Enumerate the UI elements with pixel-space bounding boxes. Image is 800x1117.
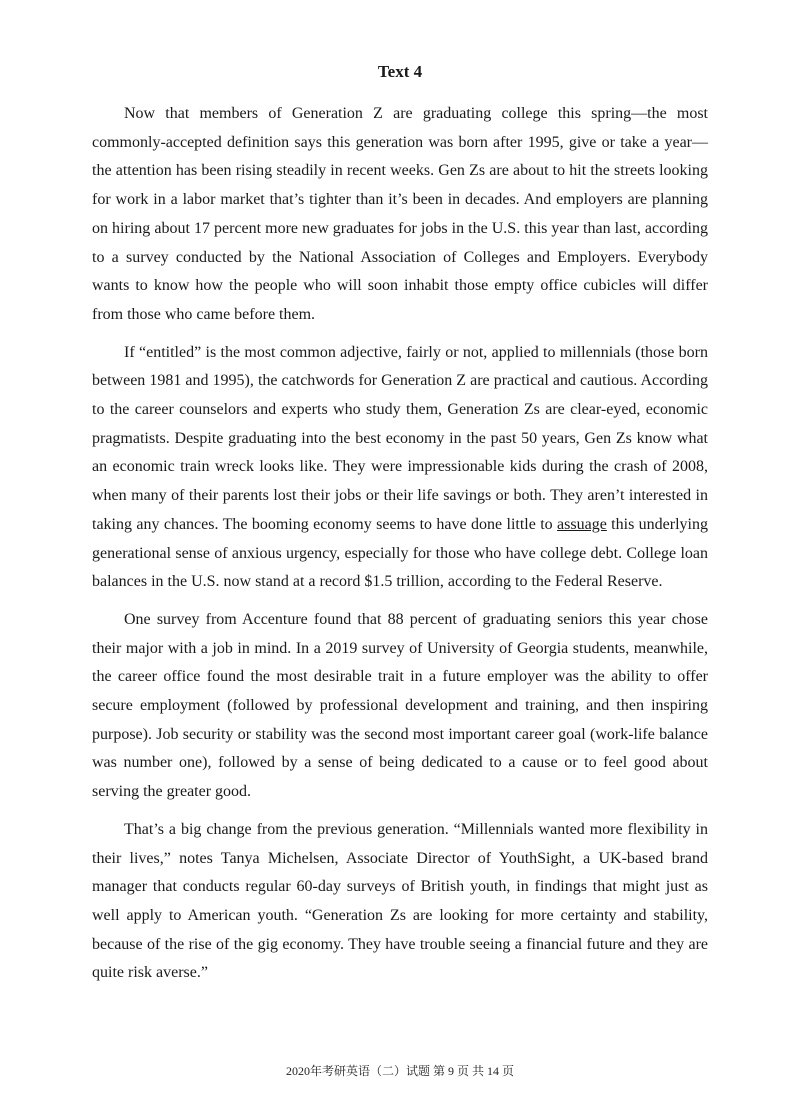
- paragraph-2-text-before: If “entitled” is the most common adjective, fairly or not, applied to millennials (those born between 1981 and 1995), the catchwords for Generation Z are practical and cautious. According to the career counselors and experts who study them, Generation Zs are clear-eyed, economic pragmatists. Despite graduating into the best economy in the past 50 years, Gen Zs know what an economic train wreck looks like. They were impressionable kids during the crash of 2008, when many of their parents lost their jobs or their life savings or both. They aren’t interested in taking any chances. The booming economy seems to have done little to: [92, 343, 708, 533]
- paragraph-2-text-after: this underlying generational sense of anxious urgency, especially for those who have college debt. College loan balances in the U.S. now stand at a record $1.5 trillion, according to the Federal Reserve.: [92, 515, 708, 591]
- page-footer: 2020年考研英语（二）试题 第 9 页 共 14 页: [285, 1064, 514, 1078]
- text-title: Text 4: [377, 62, 423, 81]
- passage-body: [92, 100, 708, 997]
- paragraph-3: One survey from Accenture found that 88 percent of graduating seniors this year chose their major with a job in mind. In a 2019 survey of University of Georgia students, meanwhile, the career office found the most desirable trait in a future employer was the ability to offer secure employment (followed by professional development and training, and then inspiring purpose). Job security or stability was the second most important career goal (work-life balance was number one), followed by a sense of being dedicated to a cause or to feel good about serving the greater good.: [92, 610, 708, 801]
- underlined-word-assuage: assuage: [557, 515, 607, 533]
- paragraph-2: [92, 339, 708, 597]
- paragraph-1: Now that members of Generation Z are graduating college this spring—the most commonly-accepted definition says this generation was born after 1995, give or take a year—the attention has been rising steadily in recent weeks. Gen Zs are about to hit the streets looking for work in a labor market that’s tighter than it’s been in decades. And employers are planning on hiring about 17 percent more new graduates for jobs in the U.S. this year than last, according to a survey conducted by the National Association of Colleges and Employers. Everybody wants to know how the people who will soon inhabit those empty office cubicles will differ from those who came before them.: [92, 105, 708, 323]
- paragraph-4: That’s a big change from the previous generation. “Millennials wanted more flexibility in their lives,” notes Tanya Michelsen, Associate Director of YouthSight, a UK-based brand manager that conducts regular 60-day surveys of British youth, in findings that might just as well apply to American youth. “Generation Zs are looking for more certainty and stability, because of the rise of the gig economy. They have trouble seeing a financial future and they are quite risk averse.”: [92, 820, 708, 982]
